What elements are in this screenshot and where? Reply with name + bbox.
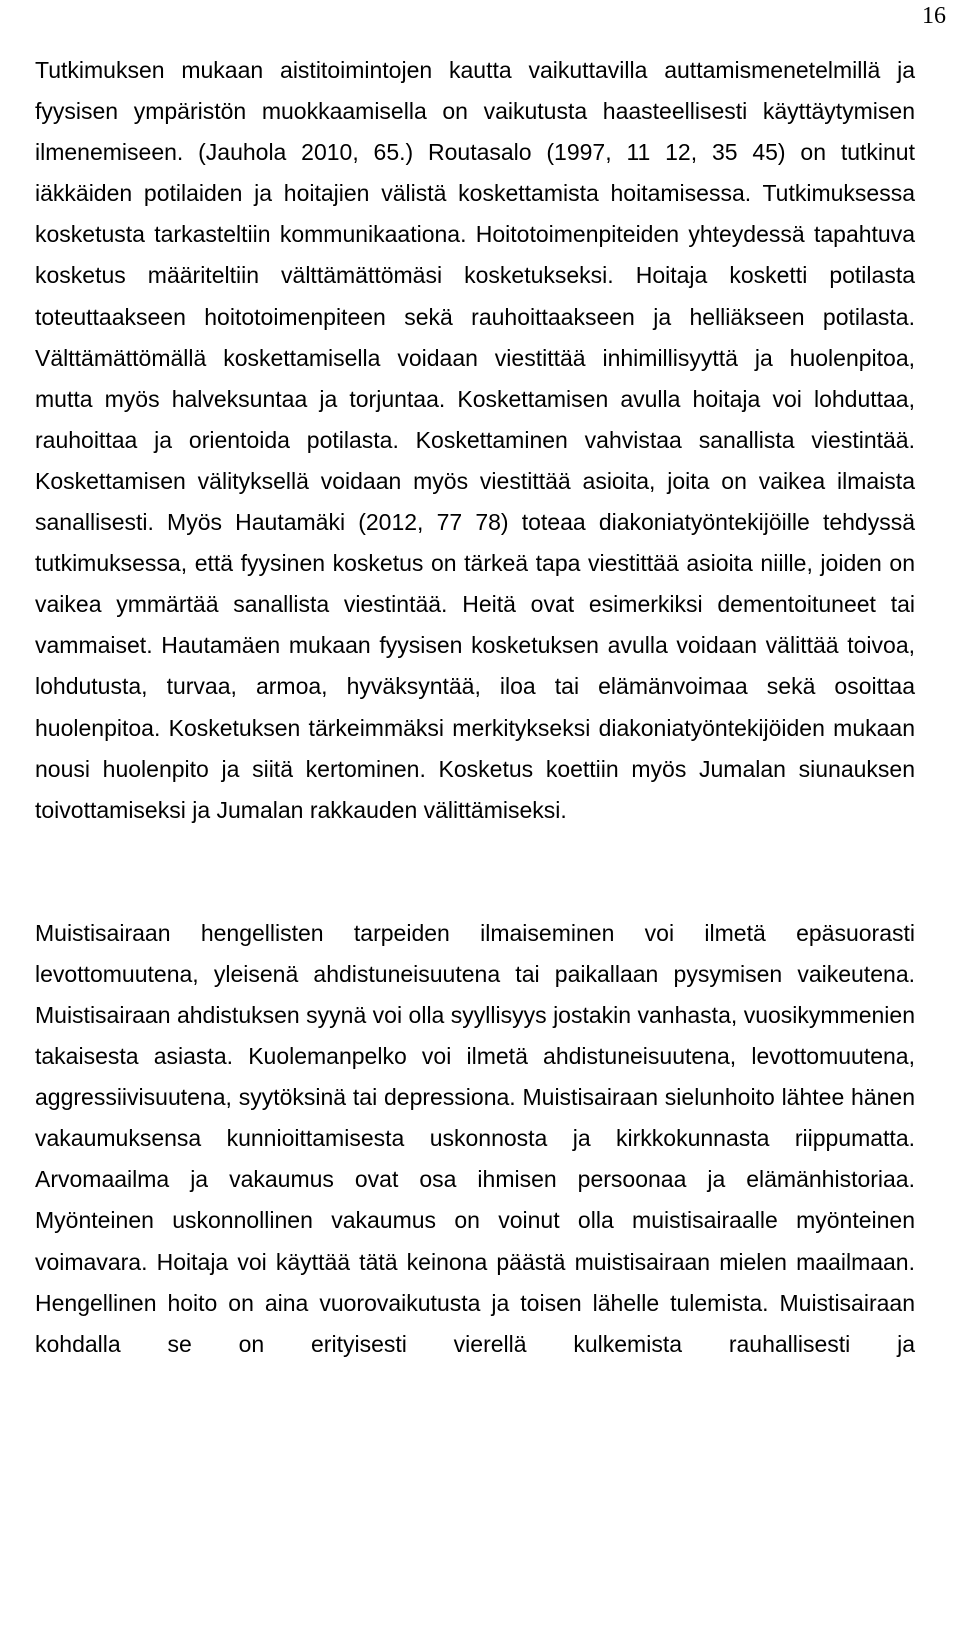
document-body [35,50,915,1365]
page-number: 16 [922,3,946,29]
paragraph-spiritual-needs: Muistisairaan hengellisten tarpeiden ilmaiseminen voi ilmetä epäsuorasti levottomuutena, yleisenä ahdistuneisuutena tai paikallaan pysymisen vaikeutena. Muistisairaan ahdistuksen syynä voi olla syyllisyys jostakin vanhasta, vuosikymmenien takaisesta asiasta. Kuolemanpelko voi ilmetä ahdistuneisuutena, levottomuutena, aggressiivisuutena, syytöksinä tai depressiona. Muistisairaan sielunhoito lähtee hänen vakaumuksensa kunnioittamisesta uskonnosta ja kirkkokunnasta riippumatta. Arvomaailma ja vakaumus ovat osa ihmisen persoonaa ja elämänhistoriaa. Myönteinen uskonnollinen vakaumus on voinut olla muistisairaalle myönteinen voimavara. Hoitaja voi käyttää tätä keinona päästä muistisairaan mielen maailmaan. Hengellinen hoito on aina vuorovaikutusta ja toisen lähelle tulemista. Muistisairaan kohdalla se on erityisesti vierellä kulkemista rauhallisesti ja [35,919,915,1357]
paragraph-touch-in-care: Tutkimuksen mukaan aistitoimintojen kautta vaikuttavilla auttamismenetelmillä ja fyysisen ympäristön muokkaamisella on vaikutusta haasteellisesti käyttäytymisen ilmenemiseen. (Jauhola 2010, 65.) Routasalo (1997, 11 12, 35 45) on tutkinut iäkkäiden potilaiden ja hoitajien välistä koskettamista hoitamisessa. Tutkimuksessa kosketusta tarkasteltiin kommunikaationa. Hoitotoimenpiteiden yhteydessä tapahtuva kosketus määriteltiin välttämättömäsi kosketukseksi. Hoitaja kosketti potilasta toteuttaakseen hoitotoimenpiteen sekä rauhoittaakseen ja helliäkseen potilasta. Välttämättömällä koskettamisella voidaan viestittää inhimillisyyttä ja huolenpitoa, mutta myös halveksuntaa ja torjuntaa. Koskettamisen avulla hoitaja voi lohduttaa, rauhoittaa ja orientoida potilasta. Koskettaminen vahvistaa sanallista viestintää. Koskettamisen välityksellä voidaan myös viestittää asioita, joita on vaikea ilmaista sanallisesti. Myös Hautamäki (2012, 77 78) toteaa diakoniatyöntekijöille tehdyssä tutkimuksessa, että fyysinen kosketus on tärkeä tapa viestittää asioita niille, joiden on vaikea ymmärtää sanallista viestintää. Heitä ovat esimerkiksi dementoituneet tai vammaiset. Hautamäen mukaan fyysisen kosketuksen avulla voidaan välittää toivoa, lohdutusta, turvaa, armoa, hyväksyntää, iloa tai elämänvoimaa sekä osoittaa huolenpitoa. Kosketuksen tärkeimmäksi merkitykseksi diakoniatyöntekijöiden mukaan nousi huolenpito ja siitä kertominen. Kosketus koettiin myös Jumalan siunauksen toivottamiseksi ja Jumalan rakkauden välittämiseksi. [35,57,915,823]
